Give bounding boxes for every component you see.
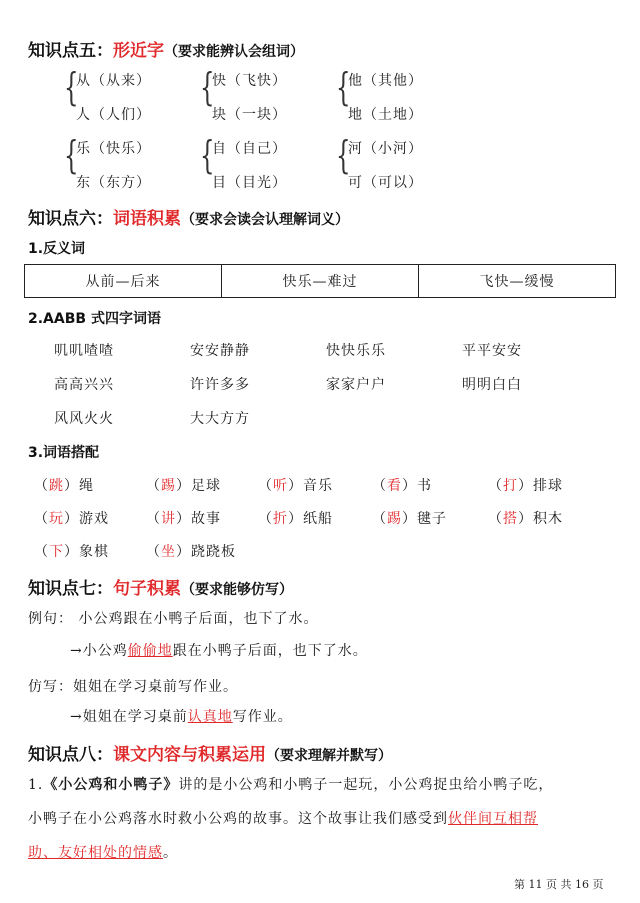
collocation-item: （听）音乐 <box>258 478 333 494</box>
subheading-collocations: 3.词语搭配 <box>28 445 100 461</box>
char-pair-top: 自（自己） <box>212 141 287 157</box>
subheading-antonyms: 1.反义词 <box>28 241 86 257</box>
word-item: 叽叽喳喳 <box>54 343 114 359</box>
char-pair-top: 河（小河） <box>348 141 423 157</box>
imitate-rewrite: →姐姐在学习桌前认真地写作业。 <box>70 709 293 725</box>
word-item: 高高兴兴 <box>54 377 114 393</box>
collocation-item: （玩）游戏 <box>34 511 109 527</box>
char-pair-bottom: 可（可以） <box>348 175 423 191</box>
collocation-item: （讲）故事 <box>146 511 221 527</box>
word-item: 许许多多 <box>190 377 250 393</box>
char-pair-top: 乐（快乐） <box>76 141 151 157</box>
collocation-item: （下）象棋 <box>34 544 109 560</box>
subheading-aabb: 2.AABB 式四字词语 <box>28 311 161 327</box>
word-item: 家家户户 <box>326 377 386 393</box>
table-cell: 飞快—缓慢 <box>419 265 616 298</box>
collocation-item: （打）排球 <box>488 478 563 494</box>
example-sentence: 例句： 小公鸡跟在小鸭子后面，也下了水。 <box>28 611 319 627</box>
collocation-item: （看）书 <box>372 478 432 494</box>
char-pair-top: 他（其他） <box>348 73 423 89</box>
word-item: 安安静静 <box>190 343 250 359</box>
word-item: 平平安安 <box>462 343 522 359</box>
char-pair-top: 快（飞快） <box>212 73 287 89</box>
brace-icon: { <box>200 133 215 177</box>
collocation-item: （踢）足球 <box>146 478 221 494</box>
brace-icon: { <box>336 65 351 109</box>
word-item: 明明白白 <box>462 377 522 393</box>
section-heading-7: 知识点七：句子积累（要求能够仿写） <box>28 579 293 599</box>
antonym-table <box>24 264 616 298</box>
brace-icon: { <box>64 65 79 109</box>
example-rewrite: →小公鸡偷偷地跟在小鸭子后面，也下了水。 <box>70 643 368 659</box>
collocation-item: （折）纸船 <box>258 511 333 527</box>
section-heading-8: 知识点八：课文内容与积累运用（要求理解并默写） <box>28 745 392 765</box>
collocation-item: （坐）跷跷板 <box>146 544 236 560</box>
table-cell: 快乐—难过 <box>222 265 419 298</box>
word-item: 快快乐乐 <box>326 343 386 359</box>
table-cell: 从前—后来 <box>25 265 222 298</box>
collocation-item: （跳）绳 <box>34 478 94 494</box>
section-heading-6: 知识点六：词语积累（要求会读会认理解词义） <box>28 209 349 229</box>
word-item: 大大方方 <box>190 411 250 427</box>
page-footer: 第 11 页 共 16 页 <box>514 878 604 891</box>
collocation-item: （搭）积木 <box>488 511 563 527</box>
char-pair-bottom: 地（土地） <box>348 107 423 123</box>
collocation-item: （踢）毽子 <box>372 511 447 527</box>
imitate-sentence: 仿写：姐姐在学习桌前写作业。 <box>28 679 238 695</box>
paragraph-line-3: 助、友好相处的情感。 <box>28 845 178 861</box>
paragraph-line-1: 1.《小公鸡和小鸭子》讲的是小公鸡和小鸭子一起玩，小公鸡捉虫给小鸭子吃， <box>28 777 554 793</box>
char-pair-bottom: 目（目光） <box>212 175 287 191</box>
section-heading-5: 知识点五：形近字（要求能辨认会组词） <box>28 41 304 61</box>
char-pair-bottom: 人（人们） <box>76 107 151 123</box>
char-pair-bottom: 块（一块） <box>212 107 287 123</box>
brace-icon: { <box>200 65 215 109</box>
char-pair-bottom: 东（东方） <box>76 175 151 191</box>
paragraph-line-2: 小鸭子在小公鸡落水时救小公鸡的故事。这个故事让我们感受到伙伴间互相帮 <box>28 811 538 827</box>
char-pair-top: 从（从来） <box>76 73 151 89</box>
word-item: 风风火火 <box>54 411 114 427</box>
brace-icon: { <box>64 133 79 177</box>
table-row <box>25 265 616 298</box>
brace-icon: { <box>336 133 351 177</box>
